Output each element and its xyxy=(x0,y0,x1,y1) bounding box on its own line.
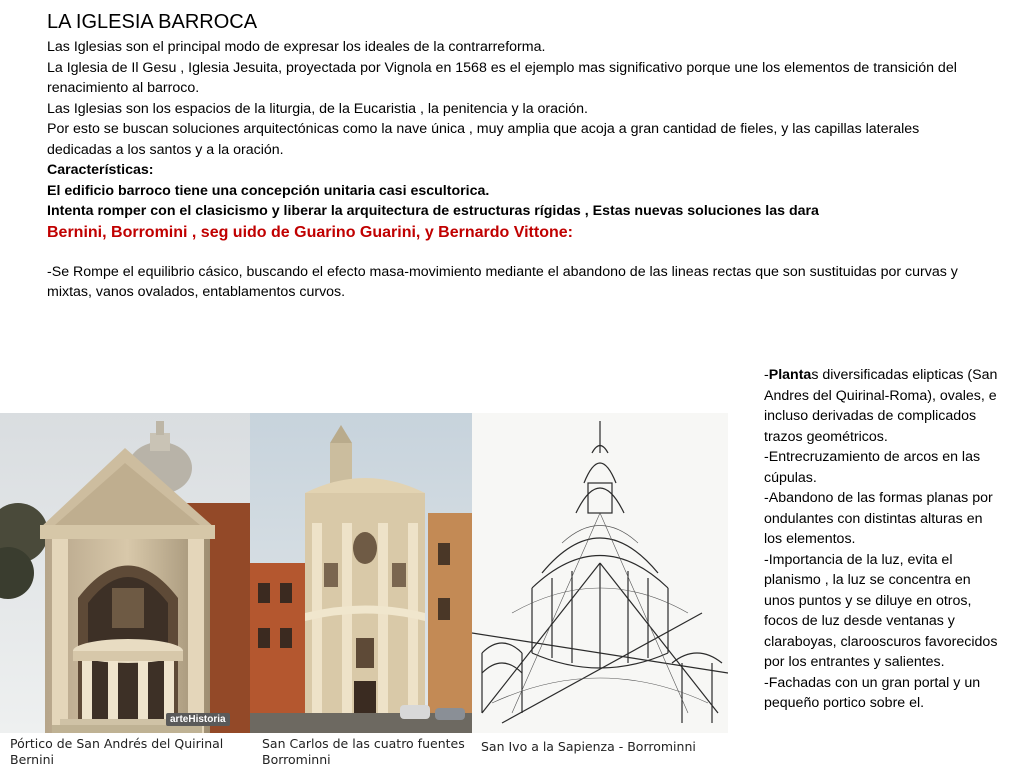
photo-san-carlos xyxy=(250,413,472,733)
side-item: -Fachadas con un gran portal y un pequeño portico sobre el. xyxy=(764,674,981,711)
side-item: -Entrecruzamiento de arcos en las cúpulas. xyxy=(764,449,981,486)
artehistoria-logo: arteHistoria xyxy=(166,713,230,726)
architects-line: Bernini, Borromini , seg uido de Guarino Guarini, y Bernardo Vittone: xyxy=(47,223,573,241)
photo-san-ivo-sketch xyxy=(472,413,728,733)
caption-san-ivo: San Ivo a la Sapienza - Borrominni xyxy=(481,739,696,754)
side-item: -Importancia de la luz, evita el planismo , la luz se concentra en unos puntos y se diluye en otros, focos de luz desde ventanas y claraboyas, clarooscuros favorecidos por los entrantes y salientes. xyxy=(764,551,998,670)
paragraph: Las Iglesias son los espacios de la liturgia, de la Eucaristia , la penitencia y la oración. xyxy=(47,100,589,117)
caracteristicas-line: El edificio barroco tiene una concepción unitaria casi escultorica. xyxy=(47,182,490,199)
side-item: -Abandono de las formas planas por ondulantes con distintas alturas en los elementos. xyxy=(764,490,993,547)
paragraph: Por esto se buscan soluciones arquitectónicas como la nave única , muy amplia que acoja a gran cantidad de fieles, y las capillas laterales dedicadas a los santos y a la oración. xyxy=(47,121,920,158)
side-list xyxy=(764,365,999,714)
paragraph: La Iglesia de Il Gesu , Iglesia Jesuita, proyectada por Vignola en 1568 es el ejemplo mas significativo porque une los elementos de transición del renacimiento al barroco. xyxy=(47,59,957,96)
main-text xyxy=(47,37,967,303)
paragraph: Las Iglesias son el principal modo de expresar los ideales de la contrarreforma. xyxy=(47,39,546,55)
photo-san-andres xyxy=(0,413,250,733)
page-title: LA IGLESIA BARROCA xyxy=(47,11,258,33)
caracteristicas-heading: Características: xyxy=(47,162,154,178)
caption-san-andres: Pórtico de San Andrés del Quirinal Bernini xyxy=(10,736,224,767)
caracteristicas-line: Intenta romper con el clasicismo y liberar la arquitectura de estructuras rígidas , Estas nuevas soluciones las dara xyxy=(47,203,819,219)
caption-san-carlos: San Carlos de las cuatro fuentes Borrominni xyxy=(262,736,465,767)
equilibrio-paragraph: -Se Rompe el equilibrio cásico, buscando el efecto masa-movimiento mediante el abandono de las lineas rectas que son sustituidas por curvas y mixtas, vanos ovalados, entablamentos curvos. xyxy=(47,263,958,300)
side-item-plantas: -Plantas diversificadas elipticas (San Andres del Quirinal-Roma), ovales, e incluso derivadas de complicados trazos geométricos. xyxy=(764,367,998,445)
